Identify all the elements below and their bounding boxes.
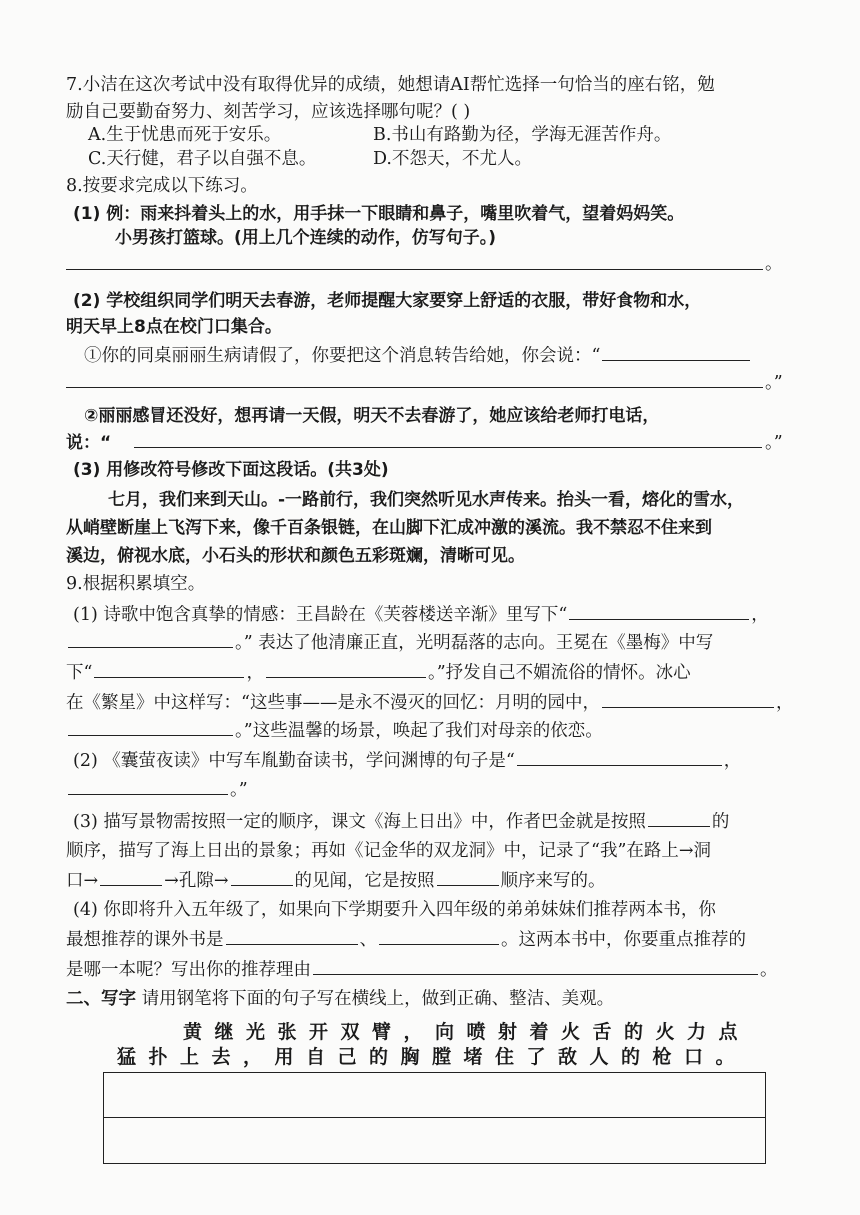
q9-p4-line2 [66,926,798,953]
q9-p1-blank6[interactable] [68,717,233,736]
q9-p1-l1-text: (1) 诗歌中饱含真挚的情感：王昌龄在《芙蓉楼送辛渐》里写下“ [73,605,568,625]
q8-p3-title: (3) 用修改符号修改下面这段话。(共3处) [73,460,389,480]
writing-box[interactable] [103,1072,766,1164]
q9-p4-blank2[interactable] [379,926,499,945]
q9-p1-blank5[interactable] [602,689,774,708]
q9-p2-l2-end: 。” [230,780,248,800]
q9-p1-line5 [66,717,798,744]
q9-p3-blank3[interactable] [231,867,293,886]
q7-stem-line2: 励自己要勤奋努力、刻苦学习，应该选择哪句呢？( ) [66,102,471,122]
q8-p3-line2: 从峭壁断崖上飞泻下来，像千百条银链，在山脚下汇成冲激的溪流。我不禁忍不住来到 [66,518,712,538]
q8-p2a-answer-line[interactable] [66,387,763,388]
q7-option-d[interactable]: D.不怨天，不尤人。 [373,149,532,169]
q8-p2a-end: 。” [765,373,783,393]
q9-p3-line1 [73,808,798,835]
q9-p3-l3-prefix: 口→ [66,871,99,891]
q9-p4-blank3[interactable] [313,956,758,975]
q8-p2b-answer-line[interactable] [134,447,762,448]
q9-p1-line2 [66,629,798,656]
q9-p3-blank1[interactable] [648,808,710,827]
q9-p2-l1-comma: ， [723,751,742,771]
q9-p4-l3-text: 是哪一本呢？写出你的推荐理由 [66,960,311,980]
q9-p1-l2-text: 。” 表达了他清廉正直，光明磊落的志向。王冕在《墨梅》中写 [235,633,714,653]
q9-p1-blank4[interactable] [266,659,426,678]
section2-label: 二、写字 [66,989,136,1009]
section2-header [66,986,798,1012]
q9-p1-l3-prefix: 下“ [66,663,93,683]
q8-p1-task: 小男孩打篮球。(用上几个连续的动作，仿写句子。) [115,228,497,248]
q8-p3-line1: 七月，我们来到天山。-一路前行，我们突然听见水声传来。抬头一看，熔化的雪水， [108,490,745,510]
q7-options-row2 [88,146,798,172]
q8-title: 8.按要求完成以下练习。 [66,176,258,196]
q9-p1-l3-text: 。”抒发自己不媚流俗的情怀。冰心 [427,663,691,683]
q9-p2-line2 [66,776,798,803]
q8-p2b-prefix: 说：“ [66,433,112,453]
q9-p3-l3-mid: →孔隙→ [164,871,229,891]
q8-p1-example: (1) 例：雨来抖着头上的水，用手抹一下眼睛和鼻子，嘴里吹着气，望着妈妈笑。 [73,204,685,224]
q8-p3-line3: 溪边，俯视水底，小石头的形状和颜色五彩斑斓，清晰可见。 [66,546,525,566]
q9-p4-l2-text: 最想推荐的课外书是 [66,930,224,950]
q9-p1-l5-text: 。”这些温馨的场景，唤起了我们对母亲的依恋。 [235,721,603,741]
q8-p2a-line [84,342,798,369]
q9-p4-l3-end: 。 [760,960,778,980]
q9-p3-blank2[interactable] [100,867,162,886]
q9-p1-blank3[interactable] [94,659,244,678]
q9-p2-l1-text: (2) 《囊萤夜读》中写车胤勤奋读书，学问渊博的句子是“ [73,751,515,771]
q9-p4-l2-sep: 、 [359,930,377,950]
q8-p2b-end: 。” [765,433,783,453]
q8-p2a-prefix: ①你的同桌丽丽生病请假了，你要把这个消息转告给她，你会说：“ [84,346,601,366]
q9-p4-l2-end: 。这两本书中，你要重点推荐的 [501,930,746,950]
q9-p2-blank1[interactable] [517,747,722,766]
q9-p3-l3-text: 的见闻，它是按照 [294,871,435,891]
q9-p1-l4-comma: ， [775,693,794,713]
q9-p1-l1-comma: ， [751,605,769,625]
q9-p1-line3 [66,659,798,686]
q9-p3-line3 [66,867,798,894]
q9-p2-blank2[interactable] [68,776,228,795]
q8-p2b-line2 [66,430,798,456]
q8-p1-end: 。 [765,254,783,274]
section2-instruction: 请用钢笔将下面的句子写在横线上，做到正确、整洁、美观。 [141,989,615,1009]
q8-p2-line1: (2) 学校组织同学们明天去春游，老师提醒大家要穿上舒适的衣服，带好食物和水， [73,291,702,311]
q9-p1-blank2[interactable] [68,629,233,648]
q7-option-b[interactable]: B.书山有路勤为径，学海无涯苦作舟。 [373,125,672,145]
q7-option-a[interactable]: A.生于忧患而死于安乐。 [88,125,282,145]
q9-p1-blank1[interactable] [569,601,749,620]
q9-p4-line3 [66,956,798,983]
q9-p1-line4 [66,689,798,716]
q8-p2a-blank[interactable] [602,342,750,361]
q8-p2b-line1: ②丽丽感冒还没好，想再请一天假，明天不去春游了，她应该给老师打电话， [84,406,660,426]
q9-p3-l1-text: (3) 描写景物需按照一定的顺序，课文《海上日出》中，作者巴金就是按照 [73,812,646,832]
q9-p3-l1-end: 的 [711,812,730,832]
q7-stem-line1: 7.小洁在这次考试中没有取得优异的成绩，她想请AI帮忙选择一句恰当的座右铭，勉 [66,75,715,95]
q7-options-row1 [88,122,798,148]
copy-sentence-line2: 猛扑上去，用自己的胸膛堵住了敌人的枪口。 [117,1046,748,1068]
q9-p3-line2: 顺序，描写了海上日出的景象；再如《记金华的双龙洞》中，记录了“我”在路上→洞 [66,841,712,861]
q9-p3-blank4[interactable] [437,867,499,886]
q9-title: 9.根据积累填空。 [66,574,206,594]
q9-p1-line1 [73,601,798,628]
q9-p2-line1 [73,747,798,774]
copy-sentence-line1: 黄继光张开双臂，向喷射着火舌的火力点 [183,1021,751,1043]
q9-p3-l3-end: 顺序来写的。 [500,871,606,891]
writing-box-divider [104,1117,765,1118]
q7-option-c[interactable]: C.天行健，君子以自强不息。 [88,149,317,169]
q9-p1-l4-text: 在《繁星》中这样写：“这些事——是永不漫灭的回忆：月明的园中， [66,693,600,713]
q9-p4-blank1[interactable] [226,926,358,945]
q8-p1-answer-line[interactable] [66,269,763,270]
q8-p2-line2: 明天早上8点在校门口集合。 [66,317,282,337]
q9-p4-line1: (4) 你即将升入五年级了，如果向下学期要升入四年级的弟弟妹妹们推荐两本书，你 [73,900,716,920]
q9-p1-l3-comma: ， [246,663,264,683]
